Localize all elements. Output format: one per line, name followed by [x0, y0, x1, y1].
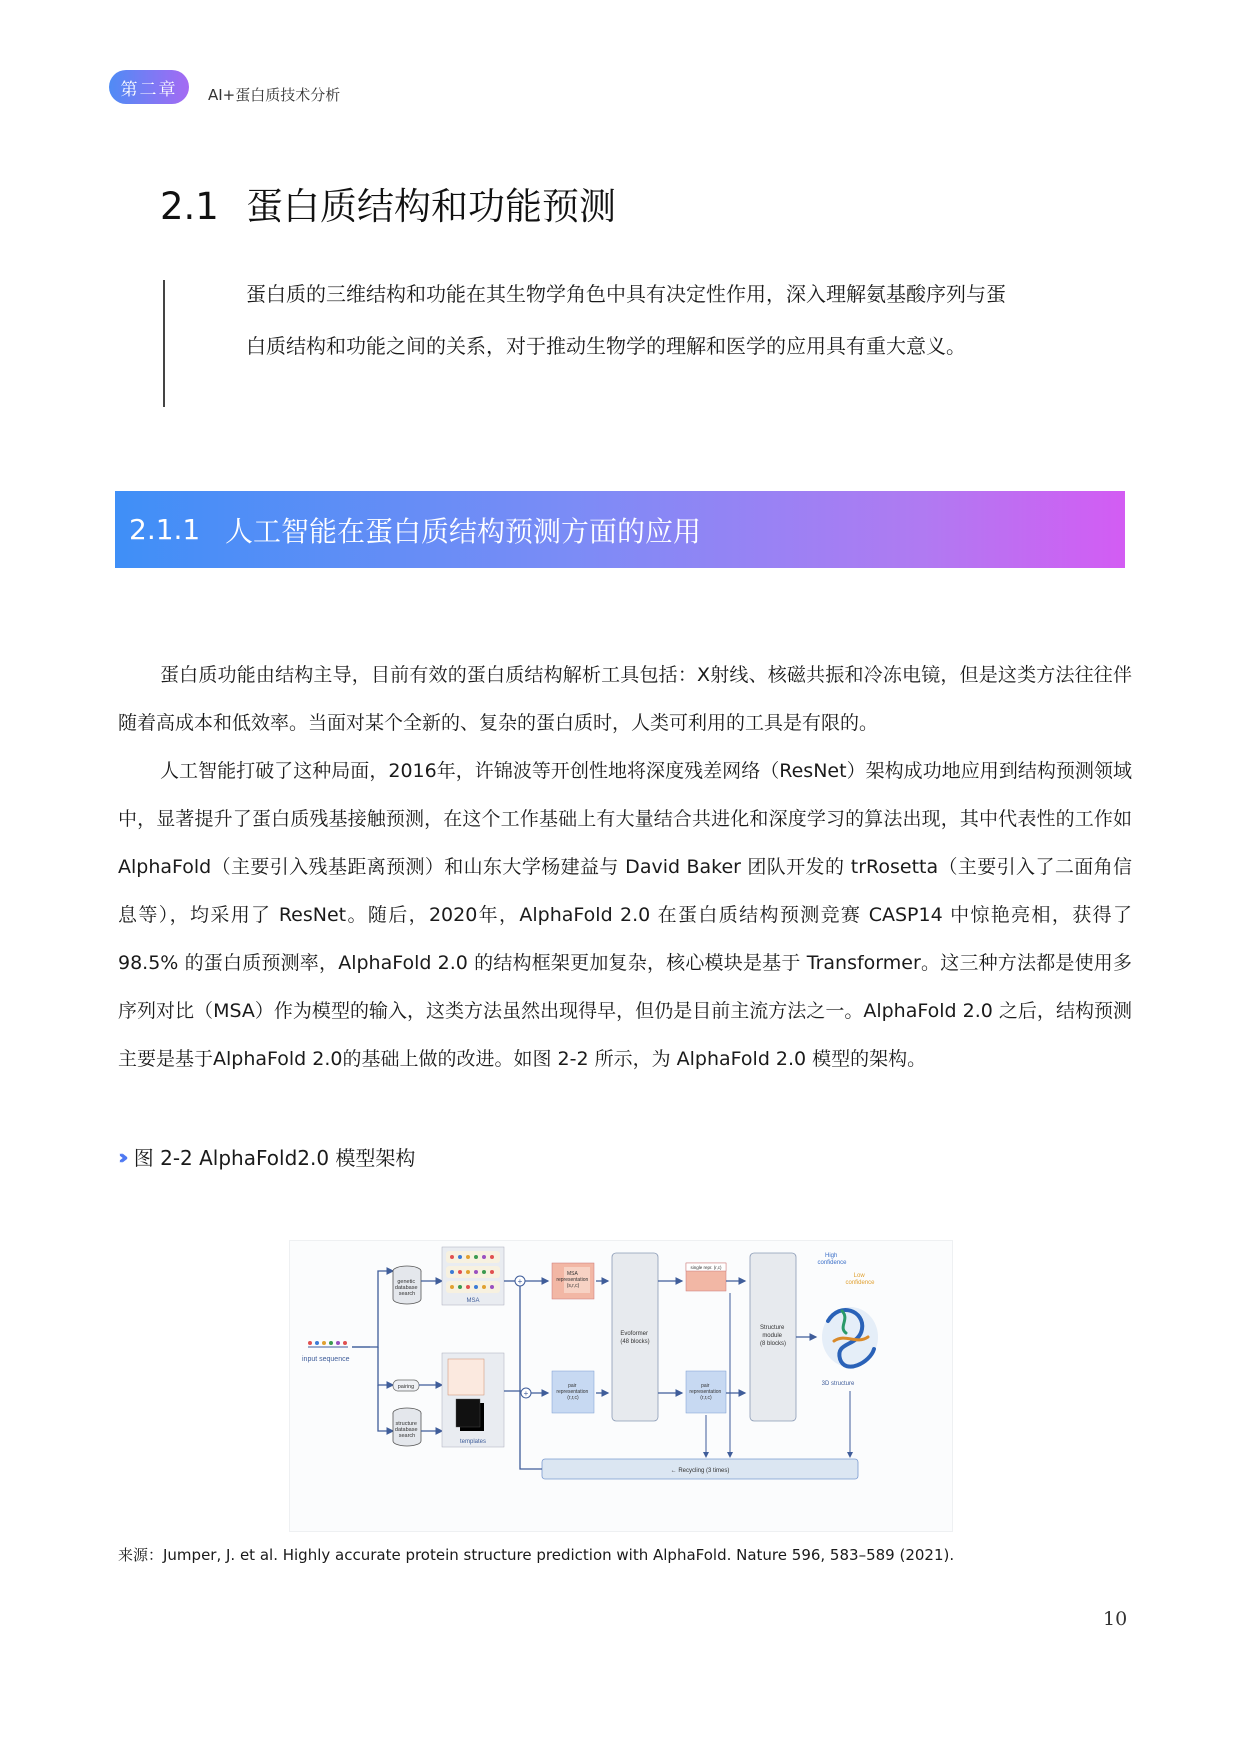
structure-3d-label: 3D structure — [821, 1381, 855, 1387]
body-text — [118, 651, 1132, 1083]
pair-grid-thumb — [448, 1359, 484, 1395]
alphafold-architecture-figure — [289, 1240, 953, 1532]
protein-3d-structure — [822, 1307, 878, 1367]
msa-repr-label: MSA representation (s,r,c) — [556, 1271, 589, 1289]
svg-text:+: + — [517, 1277, 523, 1286]
low-confidence-label: Low confidence — [845, 1273, 875, 1286]
intro-paragraph: 蛋白质的三维结构和功能在其生物学角色中具有决定性作用，深入理解氨基酸序列与蛋白质结构和功能之间的关系，对于推动生物学的理解和医学的应用具有重大意义。 — [246, 282, 1006, 358]
templates-label: templates — [459, 1439, 487, 1445]
chapter-badge: 第二章 — [109, 70, 189, 104]
pair-repr-right-label: pair representation (r,r,c) — [689, 1383, 722, 1401]
body-paragraph-1: 蛋白质功能由结构主导，目前有效的蛋白质结构解析工具包括：X射线、核磁共振和冷冻电镜，但是这类方法往往伴随着高成本和低效率。当面对某个全新的、复杂的蛋白质时，人类可利用的工具是有限的。 — [118, 664, 1132, 734]
msa-label: MSA — [466, 1298, 480, 1304]
single-repr-label: single repr. (r,c) — [690, 1265, 722, 1270]
high-confidence-label: High confidence — [817, 1253, 847, 1266]
evoformer-label: Evoformer (48 blocks) — [620, 1331, 650, 1345]
input-sequence-glyph — [308, 1341, 348, 1347]
pairing-label: pairing — [397, 1384, 415, 1390]
template-thumb-2 — [456, 1399, 480, 1427]
subsection-banner — [115, 491, 1125, 568]
subsection-number: 2.1.1 — [129, 513, 201, 546]
figure-caption — [118, 1142, 415, 1171]
section-number: 2.1 — [160, 185, 219, 228]
pair-repr-left-label: pair representation (r,r,c) — [556, 1383, 589, 1401]
genetic-search-label: genetic database search — [394, 1279, 418, 1297]
evoformer-block — [612, 1253, 658, 1421]
msa-rows — [446, 1251, 500, 1293]
body-paragraph-2: 人工智能打破了这种局面，2016年，许锦波等开创性地将深度残差网络（ResNet）架构成功地应用到结构预测领域中，显著提升了蛋白质残基接触预测，在这个工作基础上有大量结合共进化和深度学习的算法出现，其中代表性的工作如 AlphaFold（主要引入残基距离预测）和山东大学杨建益与 David Baker 团队开发的 trRosetta（主要引入了二面角信息等），均采用了 ResNet。随后，2020年，AlphaFold 2.0 在蛋白质结构预测竞赛 CASP14 中惊艳亮相，获得了 98.5% 的蛋白质预测率，AlphaFold 2.0 的结构框架更加复杂，核心模块是基于 Transformer。这三种方法都是使用多序列对比（MSA）作为模型的输入，这类方法虽然出现得早，但仍是目前主流方法之一。AlphaFold 2.0 之后，结构预测主要是基于AlphaFold 2.0的基础上做的改进。如图 2-2 所示，为 AlphaFold 2.0 模型的架构。 — [118, 760, 1132, 1070]
figure-caption-text: 图 2-2 AlphaFold2.0 模型架构 — [133, 1146, 416, 1170]
section-title: 蛋白质结构和功能预测 — [246, 185, 616, 228]
running-header-title: AI+蛋白质技术分析 — [208, 86, 341, 104]
section-heading — [160, 176, 616, 230]
recycling-label: ← Recycling (3 times) — [670, 1468, 730, 1474]
double-chevron-icon: ››› — [118, 1144, 122, 1169]
subsection-title: 人工智能在蛋白质结构预测方面的应用 — [225, 514, 702, 548]
input-sequence-label: input sequence — [302, 1356, 350, 1363]
page-number: 10 — [1103, 1608, 1128, 1630]
structure-module-label: Structure module (8 blocks) — [759, 1325, 787, 1347]
architecture-diagram — [290, 1241, 952, 1531]
figure-source: 来源：Jumper, J. et al. Highly accurate protein structure prediction with AlphaFold. Nature 596, 583–589 (2021). — [118, 1546, 955, 1564]
intro-quote-bar — [163, 280, 165, 407]
structure-search-label: structure database search — [394, 1421, 418, 1439]
svg-text:+: + — [523, 1389, 529, 1398]
